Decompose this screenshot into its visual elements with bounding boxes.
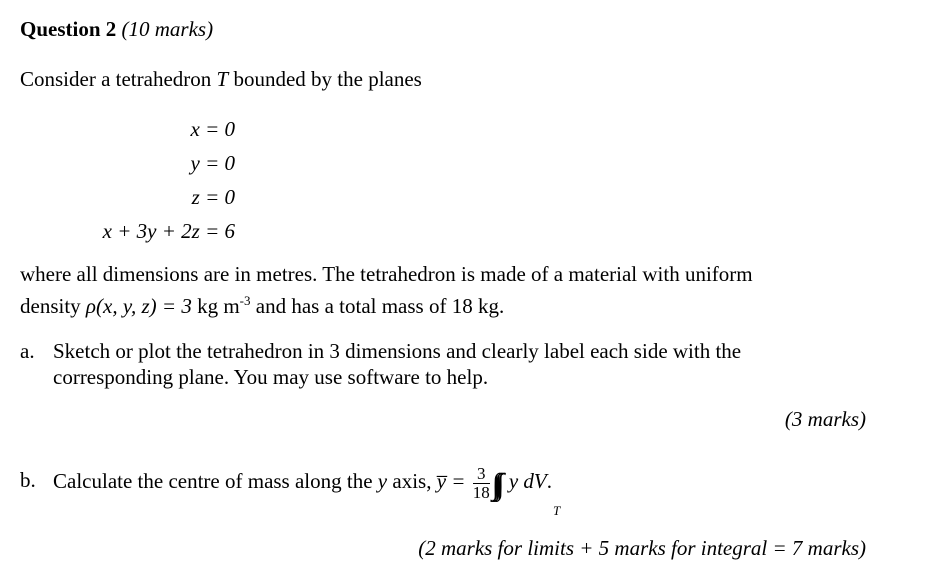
part-a-marks: (3 marks) [784, 407, 866, 431]
integral-domain: T [553, 503, 561, 518]
plane-equations [80, 112, 235, 248]
density-expression: ρ(x, y, z) = 3 [85, 294, 192, 318]
part-b-text-prefix: Calculate the centre of mass along the [53, 469, 378, 493]
integrand: y dV [508, 469, 547, 493]
part-a-line-1: Sketch or plot the tetrahedron in 3 dimensions and clearly label each side with the [53, 339, 742, 363]
part-a-label: a. [20, 339, 35, 363]
intro-text-before: Consider a tetrahedron [20, 67, 217, 91]
fraction [473, 465, 490, 502]
plane-equation: x = 0 [190, 117, 235, 141]
part-b-label: b. [20, 468, 36, 492]
plane-equation: x + 3y + 2z = 6 [102, 219, 235, 243]
fraction-denominator: 18 [472, 482, 490, 502]
part-b-marks: (2 marks for limits + 5 marks for integral = 7 marks) [418, 536, 866, 560]
density-suffix: and has a total mass of 18 kg. [250, 294, 505, 318]
plane-equation: z = 0 [191, 185, 235, 209]
part-b-end: . [546, 469, 553, 493]
intro-symbol: T [216, 67, 229, 91]
density-unit: kg m [197, 294, 240, 318]
part-b-text-mid: axis, [387, 469, 437, 493]
intro-line [20, 66, 422, 92]
triple-integral-symbol: ∫∫∫ [491, 468, 499, 501]
part-b-line [53, 452, 552, 512]
description-line-2 [20, 288, 504, 319]
question-title: Question 2 [20, 17, 117, 41]
density-prefix: density [20, 294, 86, 318]
question-heading [20, 17, 213, 42]
question-marks: (10 marks) [121, 17, 214, 41]
part-b-axis: y [377, 469, 388, 493]
intro-text-after: bounded by the planes [228, 67, 422, 91]
plane-equation: y = 0 [190, 151, 235, 175]
ybar-symbol: y̅ = [436, 469, 466, 493]
density-unit-exponent: -3 [239, 293, 251, 308]
part-a-line-2: corresponding plane. You may use software to help. [53, 365, 489, 389]
description-line-1: where all dimensions are in metres. The tetrahedron is made of a material with uniform [20, 262, 753, 286]
fraction-numerator: 3 [473, 465, 490, 484]
